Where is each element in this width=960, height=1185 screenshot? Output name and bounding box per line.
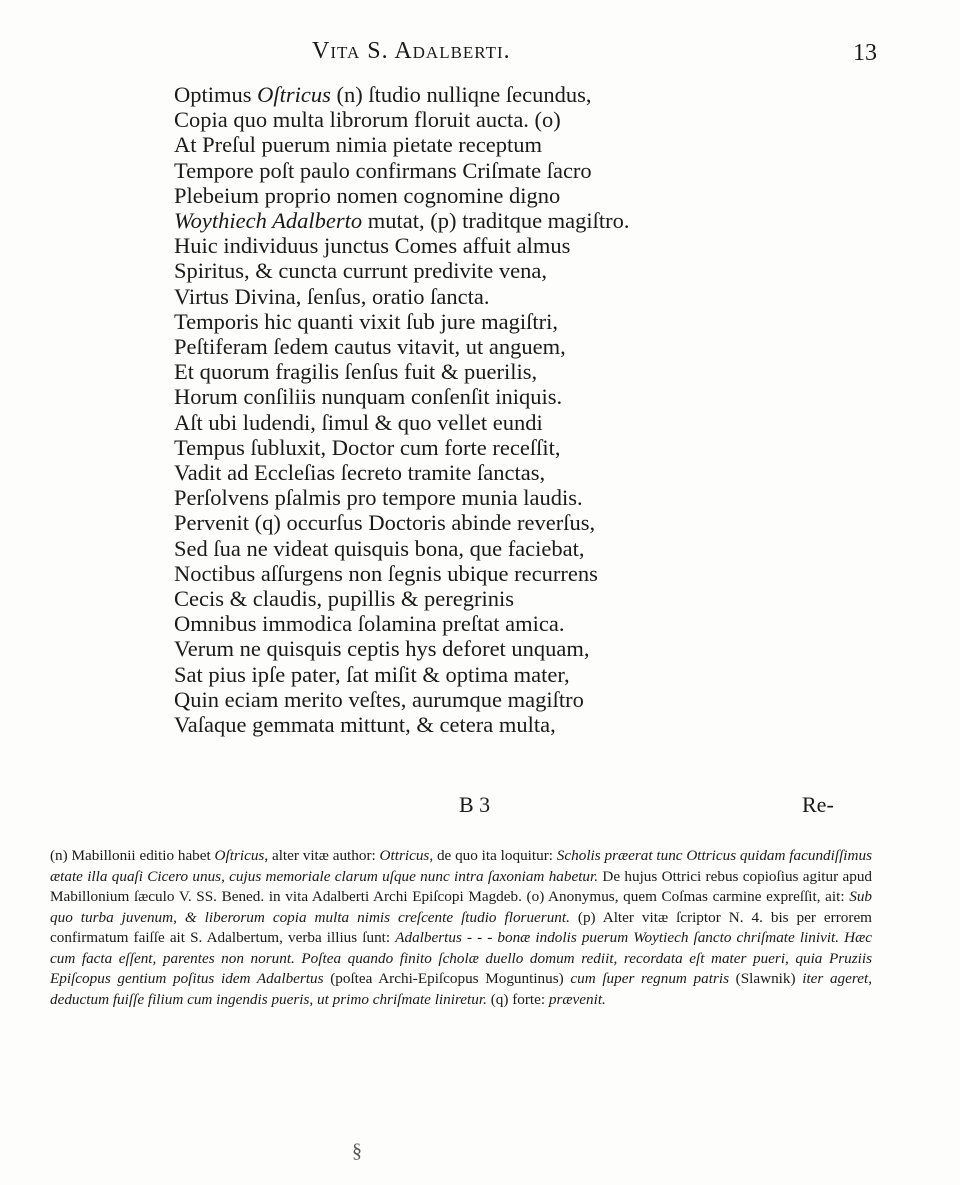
verse-line [174,233,814,258]
footnote-text: De hujus Ottrici rebus copioſius agitur apud Mabillonium ſæculo V. SS. Bened. in vita Adalberti Archi Epiſcopi Magdeb. (o) Anonymus, quem Coſmas carmine expreſſit, ait: [50,867,873,905]
footnote-text: (n) Mabillonii editio habet [50,847,215,864]
verse-line [174,158,814,183]
verse-text: Copia quo multa librorum floruit aucta. (o) [174,107,561,133]
verse-text: Perſolvens pſalmis pro tempore munia laudis. [174,485,583,511]
verse-text: Et quorum fragilis ſenſus fuit & puerilis, [174,359,538,385]
verse-line [174,82,814,107]
verse-line [174,258,814,283]
verse-line [174,611,814,636]
verse-line [174,687,814,712]
footnote-italic-text: cum ſuper regnum patris [570,970,729,987]
verse-line [174,435,814,460]
verse-line [174,536,814,561]
verse-line [174,510,814,535]
footnote-text: (p) Alter vitæ ſcriptor N. 4. bis per errorem confirmatum faiſſe ait S. Adalbertum, verba illius ſunt: [50,908,872,946]
footnote-paragraph [50,846,872,1010]
ink-mark: § [352,1140,362,1162]
verse-line [174,384,814,409]
page-number: 13 [853,40,877,66]
verse-line [174,485,814,510]
footnote-text: (poſtea Archi-Epiſcopus Moguntinus) [323,970,571,987]
verse-line [174,334,814,359]
footnote-italic-text: Ottricus [379,847,430,864]
verse-text: Plebeium proprio nomen cognomine digno [174,182,561,208]
footnote-text: (Slawnik) [729,970,803,987]
verse-text: Noctibus aſſurgens non ſegnis ubique recurrens [174,560,598,586]
verse-line [174,284,814,309]
catchword: Re- [802,792,834,817]
footnote-italic-text: prævenit. [548,990,606,1008]
verse-text: Omnibus immodica ſolamina preſtat amica. [174,611,565,637]
footnote-italic-text: Oſtricus [214,847,265,864]
verse-text: Cecis & claudis, pupillis & peregrinis [174,586,514,612]
verse-line [174,561,814,586]
footnote-italic-text: iter ageret, deductum fuiſſe filium cum ingendis pueris, ut primo chriſmate liniretur. [50,970,872,1008]
footnotes [50,846,872,1010]
verse-line [174,410,814,435]
verse-text: Vaſaque gemmata mittunt, & cetera multa, [174,712,556,738]
verse-text: Tempus ſubluxit, Doctor cum forte receſſit, [174,434,561,460]
verse-line [174,132,814,157]
verse-line [174,183,814,208]
verse-text: Temporis hic quanti vixit ſub jure magiſtri, [174,308,558,334]
verse-line [174,586,814,611]
signature-mark: B 3 [459,792,491,817]
verse-line [174,208,814,233]
verse-block [174,82,814,737]
verse-text: mutat, (p) traditque magiſtro. [362,208,630,234]
footnote-italic-text: Scholis præerat tunc Ottricus quidam facundiſſimus ætate illa quaſi Cicero unus, cujus memoriale clarum uſque nunc intra ſaxoniam habetur. [50,847,872,885]
verse-text: Pervenit (q) occurſus Doctoris abinde reverſus, [174,510,596,536]
verse-line [174,460,814,485]
running-title: Vita S. Adalberti. [312,38,511,64]
verse-line [174,107,814,132]
verse-text: Quin eciam merito veſtes, aurumque magiſtro [174,686,584,712]
verse-text: Aſt ubi ludendi, ſimul & quo vellet eundi [174,409,543,435]
verse-text: Verum ne quisquis ceptis hys deforet unquam, [174,636,590,662]
verse-text: Tempore poſt paulo confirmans Criſmate ſacro [174,157,592,183]
footnote-italic-text: Sub quo turba juvenum, & liberorum copia multa nimis creſcente ſtudio floruerunt. [50,888,872,926]
verse-text: Spiritus, & cuncta currunt predivite vena, [174,258,548,284]
verse-text: Optimus [174,82,258,107]
verse-italic-text: Woythiech Adalberto [174,208,363,234]
verse-text: Virtus Divina, ſenſus, oratio ſancta. [174,283,490,309]
verse-text: Sed ſua ne videat quisquis bona, que faciebat, [174,535,585,561]
verse-text: (n) ſtudio nulliqne ſecundus, [330,82,592,107]
footnote-italic-text: Adalbertus - - - bonæ indolis puerum Woytiech ſancto chriſmate linivit. Hæc cum facta eſſent, parentes non norunt. Poſtea quando finito ſcholæ duello domum rediit, recordata eſt mater pueri, quia Pruziis Epiſcopus gentium poſitus idem Adalbertus [50,929,872,987]
verse-line [174,359,814,384]
verse-line [174,662,814,687]
verse-line [174,712,814,737]
verse-italic-text: Oſtricus [257,82,331,107]
verse-text: Sat pius ipſe pater, ſat miſit & optima mater, [174,661,570,687]
verse-text: Huic individuus junctus Comes affuit almus [174,233,571,259]
footnote-text: (q) forte: [486,990,549,1008]
verse-text: Horum conſiliis nunquam conſenſit iniquis. [174,384,563,410]
footnote-text: , de quo ita loquitur: [429,847,557,864]
verse-line [174,309,814,334]
verse-text: Peſtiferam ſedem cautus vitavit, ut anguem, [174,334,566,360]
footnote-text: , alter vitæ author: [264,847,380,864]
verse-text: At Preſul puerum nimia pietate receptum [174,132,543,158]
verse-line [174,636,814,661]
verse-text: Vadit ad Eccleſias ſecreto tramite ſanctas, [174,460,546,486]
